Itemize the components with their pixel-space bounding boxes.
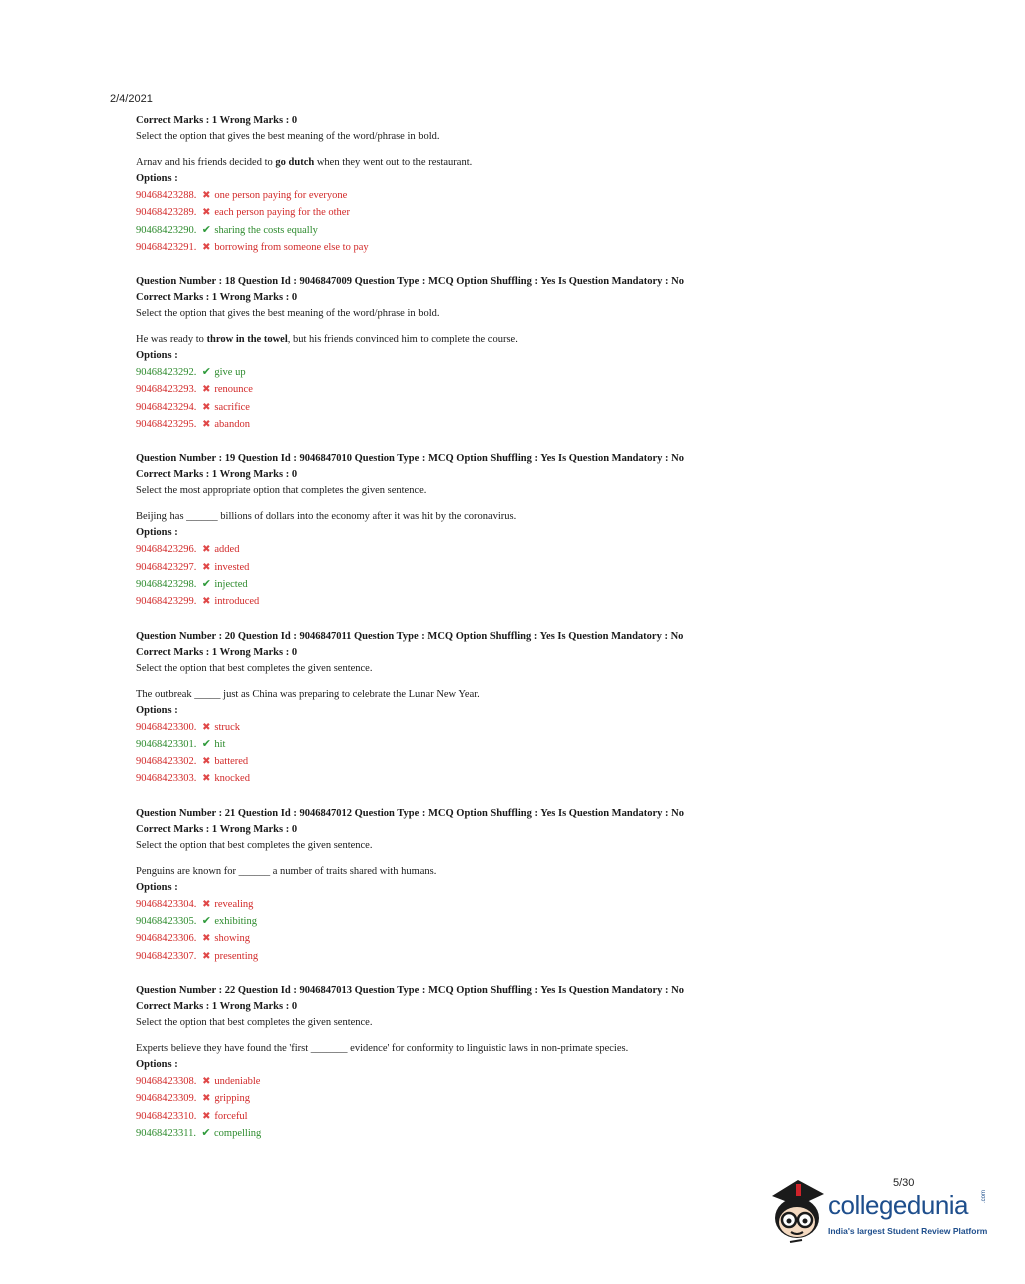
sentence-text: Experts believe they have found the 'first _______ evidence' for conformity to linguistic laws in non-primate species. bbox=[136, 1042, 629, 1054]
question-meta: Question Number : 22 Question Id : 9046847013 Question Type : MCQ Option Shuffling : Yes Is Question Mandatory : No bbox=[136, 984, 684, 996]
page-number: 5/30 bbox=[893, 1177, 915, 1189]
question-meta: Question Number : 20 Question Id : 9046847011 Question Type : MCQ Option Shuffling : Yes Is Question Mandatory : No bbox=[136, 630, 684, 642]
spacer bbox=[136, 145, 896, 155]
logo-domain: .com bbox=[981, 1189, 987, 1203]
option-item bbox=[136, 736, 896, 753]
option-text: sacrifice bbox=[214, 401, 250, 413]
options-label: Options : bbox=[136, 1058, 178, 1070]
options-label: Options : bbox=[136, 704, 178, 716]
sentence-text: He was ready to bbox=[136, 334, 207, 346]
question-instruction: Select the option that gives the best meaning of the word/phrase in bold. bbox=[136, 131, 440, 142]
sentence-text: Beijing has ______ billions of dollars into the economy after it was hit by the coronavirus. bbox=[136, 511, 517, 523]
question-sentence bbox=[136, 687, 896, 703]
option-text: gripping bbox=[214, 1093, 250, 1105]
check-icon: ✔ bbox=[201, 366, 211, 379]
question-block bbox=[136, 806, 896, 965]
option-id: 90468423294. bbox=[136, 401, 197, 413]
collegedunia-logo bbox=[768, 1178, 998, 1248]
option-text: compelling bbox=[214, 1127, 262, 1139]
option-text: injected bbox=[214, 578, 248, 590]
cross-icon: ✖ bbox=[202, 207, 211, 219]
option-text: one person paying for everyone bbox=[214, 190, 348, 201]
mascot-icon bbox=[768, 1178, 826, 1246]
question-sentence bbox=[136, 155, 896, 171]
option-text: sharing the costs equally bbox=[214, 224, 318, 236]
option-text: struck bbox=[214, 721, 241, 733]
option-item bbox=[136, 222, 896, 239]
sentence-text: Arnav and his friends decided to bbox=[136, 157, 276, 168]
question-sentence bbox=[136, 1041, 896, 1057]
option-id: 90468423301. bbox=[136, 738, 197, 750]
option-id: 90468423311. bbox=[136, 1127, 196, 1139]
spacer bbox=[136, 854, 896, 864]
option-id: 90468423292. bbox=[136, 367, 197, 379]
option-id: 90468423307. bbox=[136, 950, 197, 962]
option-text: undeniable bbox=[214, 1075, 261, 1087]
cross-icon: ✖ bbox=[202, 561, 211, 573]
cross-icon: ✖ bbox=[202, 1110, 211, 1122]
sentence-bold-phrase: go dutch bbox=[275, 157, 315, 168]
option-text: exhibiting bbox=[214, 916, 257, 928]
option-item bbox=[136, 576, 896, 593]
question-instruction: Select the option that best completes the given sentence. bbox=[136, 839, 373, 851]
option-item bbox=[136, 913, 896, 930]
option-item bbox=[136, 719, 896, 736]
sentence-text: when they went out to the restaurant. bbox=[314, 157, 473, 168]
question-instruction: Select the option that gives the best meaning of the word/phrase in bold. bbox=[136, 308, 440, 320]
option-item bbox=[136, 753, 896, 770]
option-item bbox=[136, 1090, 896, 1107]
question-meta: Question Number : 21 Question Id : 9046847012 Question Type : MCQ Option Shuffling : Yes Is Question Mandatory : No bbox=[136, 807, 684, 819]
option-text: introduced bbox=[214, 596, 260, 608]
option-id: 90468423296. bbox=[136, 544, 197, 556]
sentence-bold-phrase: throw in the towel bbox=[206, 334, 288, 346]
option-text: give up bbox=[214, 367, 246, 379]
check-icon: ✔ bbox=[201, 737, 211, 750]
option-id: 90468423309. bbox=[136, 1093, 197, 1105]
check-icon: ✔ bbox=[201, 223, 211, 236]
option-id: 90468423288. bbox=[136, 190, 197, 201]
option-id: 90468423295. bbox=[136, 419, 197, 431]
question-marks: Correct Marks : 1 Wrong Marks : 0 bbox=[136, 823, 298, 835]
option-id: 90468423302. bbox=[136, 756, 197, 768]
option-text: invested bbox=[214, 561, 250, 573]
option-text: renounce bbox=[214, 384, 253, 396]
question-block bbox=[136, 113, 896, 256]
question-instruction: Select the option that best completes the given sentence. bbox=[136, 662, 373, 674]
question-instruction: Select the most appropriate option that completes the given sentence. bbox=[136, 485, 427, 497]
check-icon: ✔ bbox=[201, 915, 211, 928]
cross-icon: ✖ bbox=[202, 241, 211, 253]
option-id: 90468423299. bbox=[136, 596, 197, 608]
cross-icon: ✖ bbox=[202, 544, 211, 556]
option-id: 90468423308. bbox=[136, 1075, 197, 1087]
cross-icon: ✖ bbox=[202, 384, 211, 396]
option-id: 90468423306. bbox=[136, 933, 197, 945]
option-item bbox=[136, 770, 896, 787]
options-label: Options : bbox=[136, 527, 178, 539]
question-sentence bbox=[136, 332, 896, 348]
option-item bbox=[136, 416, 896, 433]
spacer bbox=[136, 322, 896, 332]
logo-tagline: India's largest Student Review Platform bbox=[828, 1226, 988, 1236]
option-item bbox=[136, 364, 896, 381]
question-marks: Correct Marks : 1 Wrong Marks : 0 bbox=[136, 115, 298, 126]
question-marks: Correct Marks : 1 Wrong Marks : 0 bbox=[136, 646, 298, 658]
option-item bbox=[136, 593, 896, 610]
option-item bbox=[136, 239, 896, 256]
question-sentence bbox=[136, 864, 896, 880]
option-id: 90468423305. bbox=[136, 916, 197, 928]
option-item bbox=[136, 399, 896, 416]
cross-icon: ✖ bbox=[202, 950, 211, 962]
option-text: abandon bbox=[214, 419, 250, 431]
cross-icon: ✖ bbox=[202, 596, 211, 608]
option-item bbox=[136, 930, 896, 947]
option-item bbox=[136, 948, 896, 965]
question-block bbox=[136, 983, 896, 1142]
question-block bbox=[136, 629, 896, 788]
option-item bbox=[136, 896, 896, 913]
question-block bbox=[136, 451, 896, 610]
option-item bbox=[136, 541, 896, 558]
options-label: Options : bbox=[136, 350, 178, 362]
sentence-text: Penguins are known for ______ a number of traits shared with humans. bbox=[136, 865, 437, 877]
option-id: 90468423304. bbox=[136, 898, 197, 910]
cross-icon: ✖ bbox=[202, 721, 211, 733]
option-text: knocked bbox=[214, 773, 250, 785]
option-text: presenting bbox=[214, 950, 259, 962]
sentence-text: The outbreak _____ just as China was preparing to celebrate the Lunar New Year. bbox=[136, 688, 480, 700]
question-list bbox=[136, 113, 896, 1142]
spacer bbox=[136, 499, 896, 509]
question-meta: Question Number : 18 Question Id : 9046847009 Question Type : MCQ Option Shuffling : Yes Is Question Mandatory : No bbox=[136, 276, 684, 288]
option-text: forceful bbox=[214, 1110, 248, 1122]
cross-icon: ✖ bbox=[202, 773, 211, 785]
option-id: 90468423303. bbox=[136, 773, 197, 785]
question-marks: Correct Marks : 1 Wrong Marks : 0 bbox=[136, 292, 298, 304]
question-marks: Correct Marks : 1 Wrong Marks : 0 bbox=[136, 469, 298, 481]
options-label: Options : bbox=[136, 173, 178, 184]
option-item bbox=[136, 1073, 896, 1090]
cross-icon: ✖ bbox=[202, 756, 211, 768]
option-id: 90468423293. bbox=[136, 384, 197, 396]
option-item bbox=[136, 187, 896, 204]
cross-icon: ✖ bbox=[202, 401, 211, 413]
option-id: 90468423297. bbox=[136, 561, 197, 573]
cross-icon: ✖ bbox=[202, 898, 211, 910]
option-text: each person paying for the other bbox=[214, 207, 350, 219]
option-text: battered bbox=[214, 756, 249, 768]
cross-icon: ✖ bbox=[202, 1075, 211, 1087]
spacer bbox=[136, 677, 896, 687]
option-text: revealing bbox=[214, 898, 254, 910]
question-marks: Correct Marks : 1 Wrong Marks : 0 bbox=[136, 1000, 298, 1012]
options-label: Options : bbox=[136, 881, 178, 893]
cross-icon: ✖ bbox=[202, 190, 211, 201]
option-item bbox=[136, 1125, 896, 1142]
question-meta: Question Number : 19 Question Id : 9046847010 Question Type : MCQ Option Shuffling : Yes Is Question Mandatory : No bbox=[136, 453, 684, 465]
option-id: 90468423300. bbox=[136, 721, 197, 733]
check-icon: ✔ bbox=[201, 577, 211, 590]
option-text: added bbox=[214, 544, 240, 556]
question-sentence bbox=[136, 509, 896, 525]
option-id: 90468423290. bbox=[136, 224, 197, 236]
print-date: 2/4/2021 bbox=[110, 93, 153, 105]
option-id: 90468423289. bbox=[136, 207, 197, 219]
option-item bbox=[136, 559, 896, 576]
option-text: borrowing from someone else to pay bbox=[214, 241, 369, 253]
check-icon: ✔ bbox=[201, 1126, 211, 1139]
option-id: 90468423291. bbox=[136, 241, 197, 253]
spacer bbox=[136, 1031, 896, 1041]
option-item bbox=[136, 381, 896, 398]
option-item bbox=[136, 1108, 896, 1125]
cross-icon: ✖ bbox=[202, 419, 211, 431]
option-id: 90468423298. bbox=[136, 578, 197, 590]
option-text: showing bbox=[214, 933, 250, 945]
question-block bbox=[136, 274, 896, 433]
sentence-text: , but his friends convinced him to complete the course. bbox=[287, 334, 518, 346]
cross-icon: ✖ bbox=[202, 933, 211, 945]
cross-icon: ✖ bbox=[202, 1093, 211, 1105]
question-instruction: Select the option that best completes the given sentence. bbox=[136, 1016, 373, 1028]
logo-wordmark: collegedunia bbox=[828, 1190, 969, 1220]
option-text: hit bbox=[214, 738, 226, 750]
option-id: 90468423310. bbox=[136, 1110, 197, 1122]
option-item bbox=[136, 204, 896, 221]
